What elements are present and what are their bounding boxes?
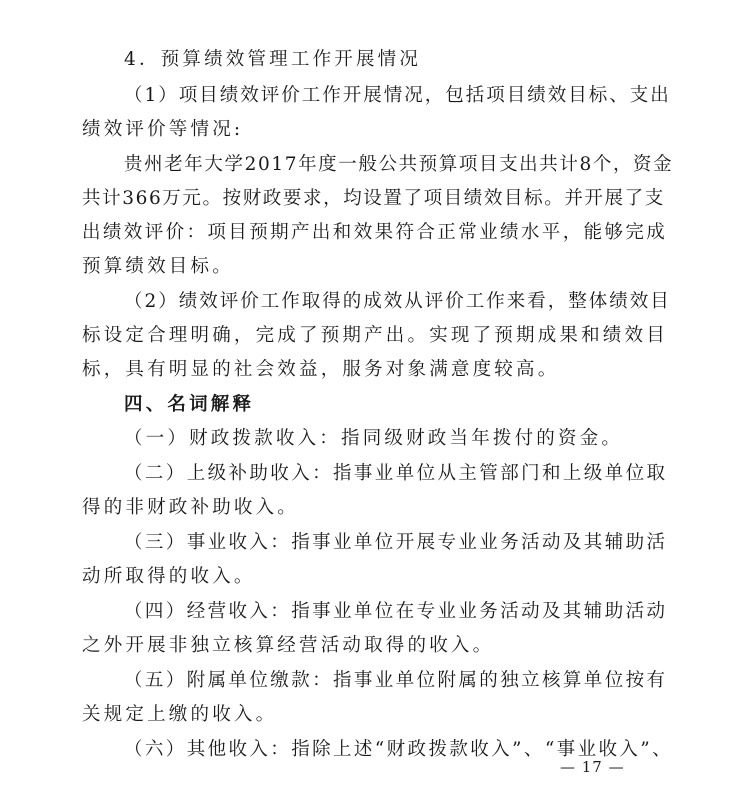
paragraph-line: （二）上级补助收入：指事业单位从主管部门和上级单位取 xyxy=(124,463,668,484)
paragraph-line: 共计366万元。按财政要求，均设置了项目绩效目标。并开展了支 xyxy=(82,188,665,209)
paragraph-line: 贵州老年大学2017年度一般公共预算项目支出共计8个，资金 xyxy=(124,154,674,175)
section-heading-glossary: 四、名词解释 xyxy=(124,394,255,415)
paragraph-line: 之外开展非独立核算经营活动取得的收入。 xyxy=(82,635,495,656)
page-number: — 17 — xyxy=(560,758,625,776)
section-heading-4: 4．预算绩效管理工作开展情况 xyxy=(124,49,422,70)
paragraph-line: （2）绩效评价工作取得的成效从评价工作来看，整体绩效目 xyxy=(124,291,671,312)
paragraph-line: （四）经营收入：指事业单位在专业业务活动及其辅助活动 xyxy=(124,601,668,622)
paragraph-line: 关规定上缴的收入。 xyxy=(82,704,278,725)
paragraph-line: （三）事业收入：指事业单位开展专业业务活动及其辅助活 xyxy=(124,532,668,553)
paragraph-line: （五）附属单位缴款：指事业单位附属的独立核算单位按有 xyxy=(124,670,668,691)
paragraph-line: 标设定合理明确，完成了预期产出。实现了预期成果和绩效目 xyxy=(82,325,668,346)
paragraph-line: 出绩效评价：项目预期产出和效果符合正常业绩水平，能够完成 xyxy=(82,222,668,243)
paragraph-line: 标，具有明显的社会效益，服务对象满意度较高。 xyxy=(82,359,560,380)
paragraph-line: 预算绩效目标。 xyxy=(82,256,234,277)
paragraph-line: 动所取得的收入。 xyxy=(82,566,256,587)
paragraph-line: （1）项目绩效评价工作开展情况，包括项目绩效目标、支出 xyxy=(124,85,671,106)
paragraph-line: （六）其他收入：指除上述“财政拨款收入”、“事业收入”、 xyxy=(124,739,674,760)
paragraph-line: 得的非财政补助收入。 xyxy=(82,497,300,518)
paragraph-line: 绩效评价等情况: xyxy=(82,119,244,140)
paragraph-line: （一）财政拨款收入：指同级财政当年拨付的资金。 xyxy=(124,428,624,449)
